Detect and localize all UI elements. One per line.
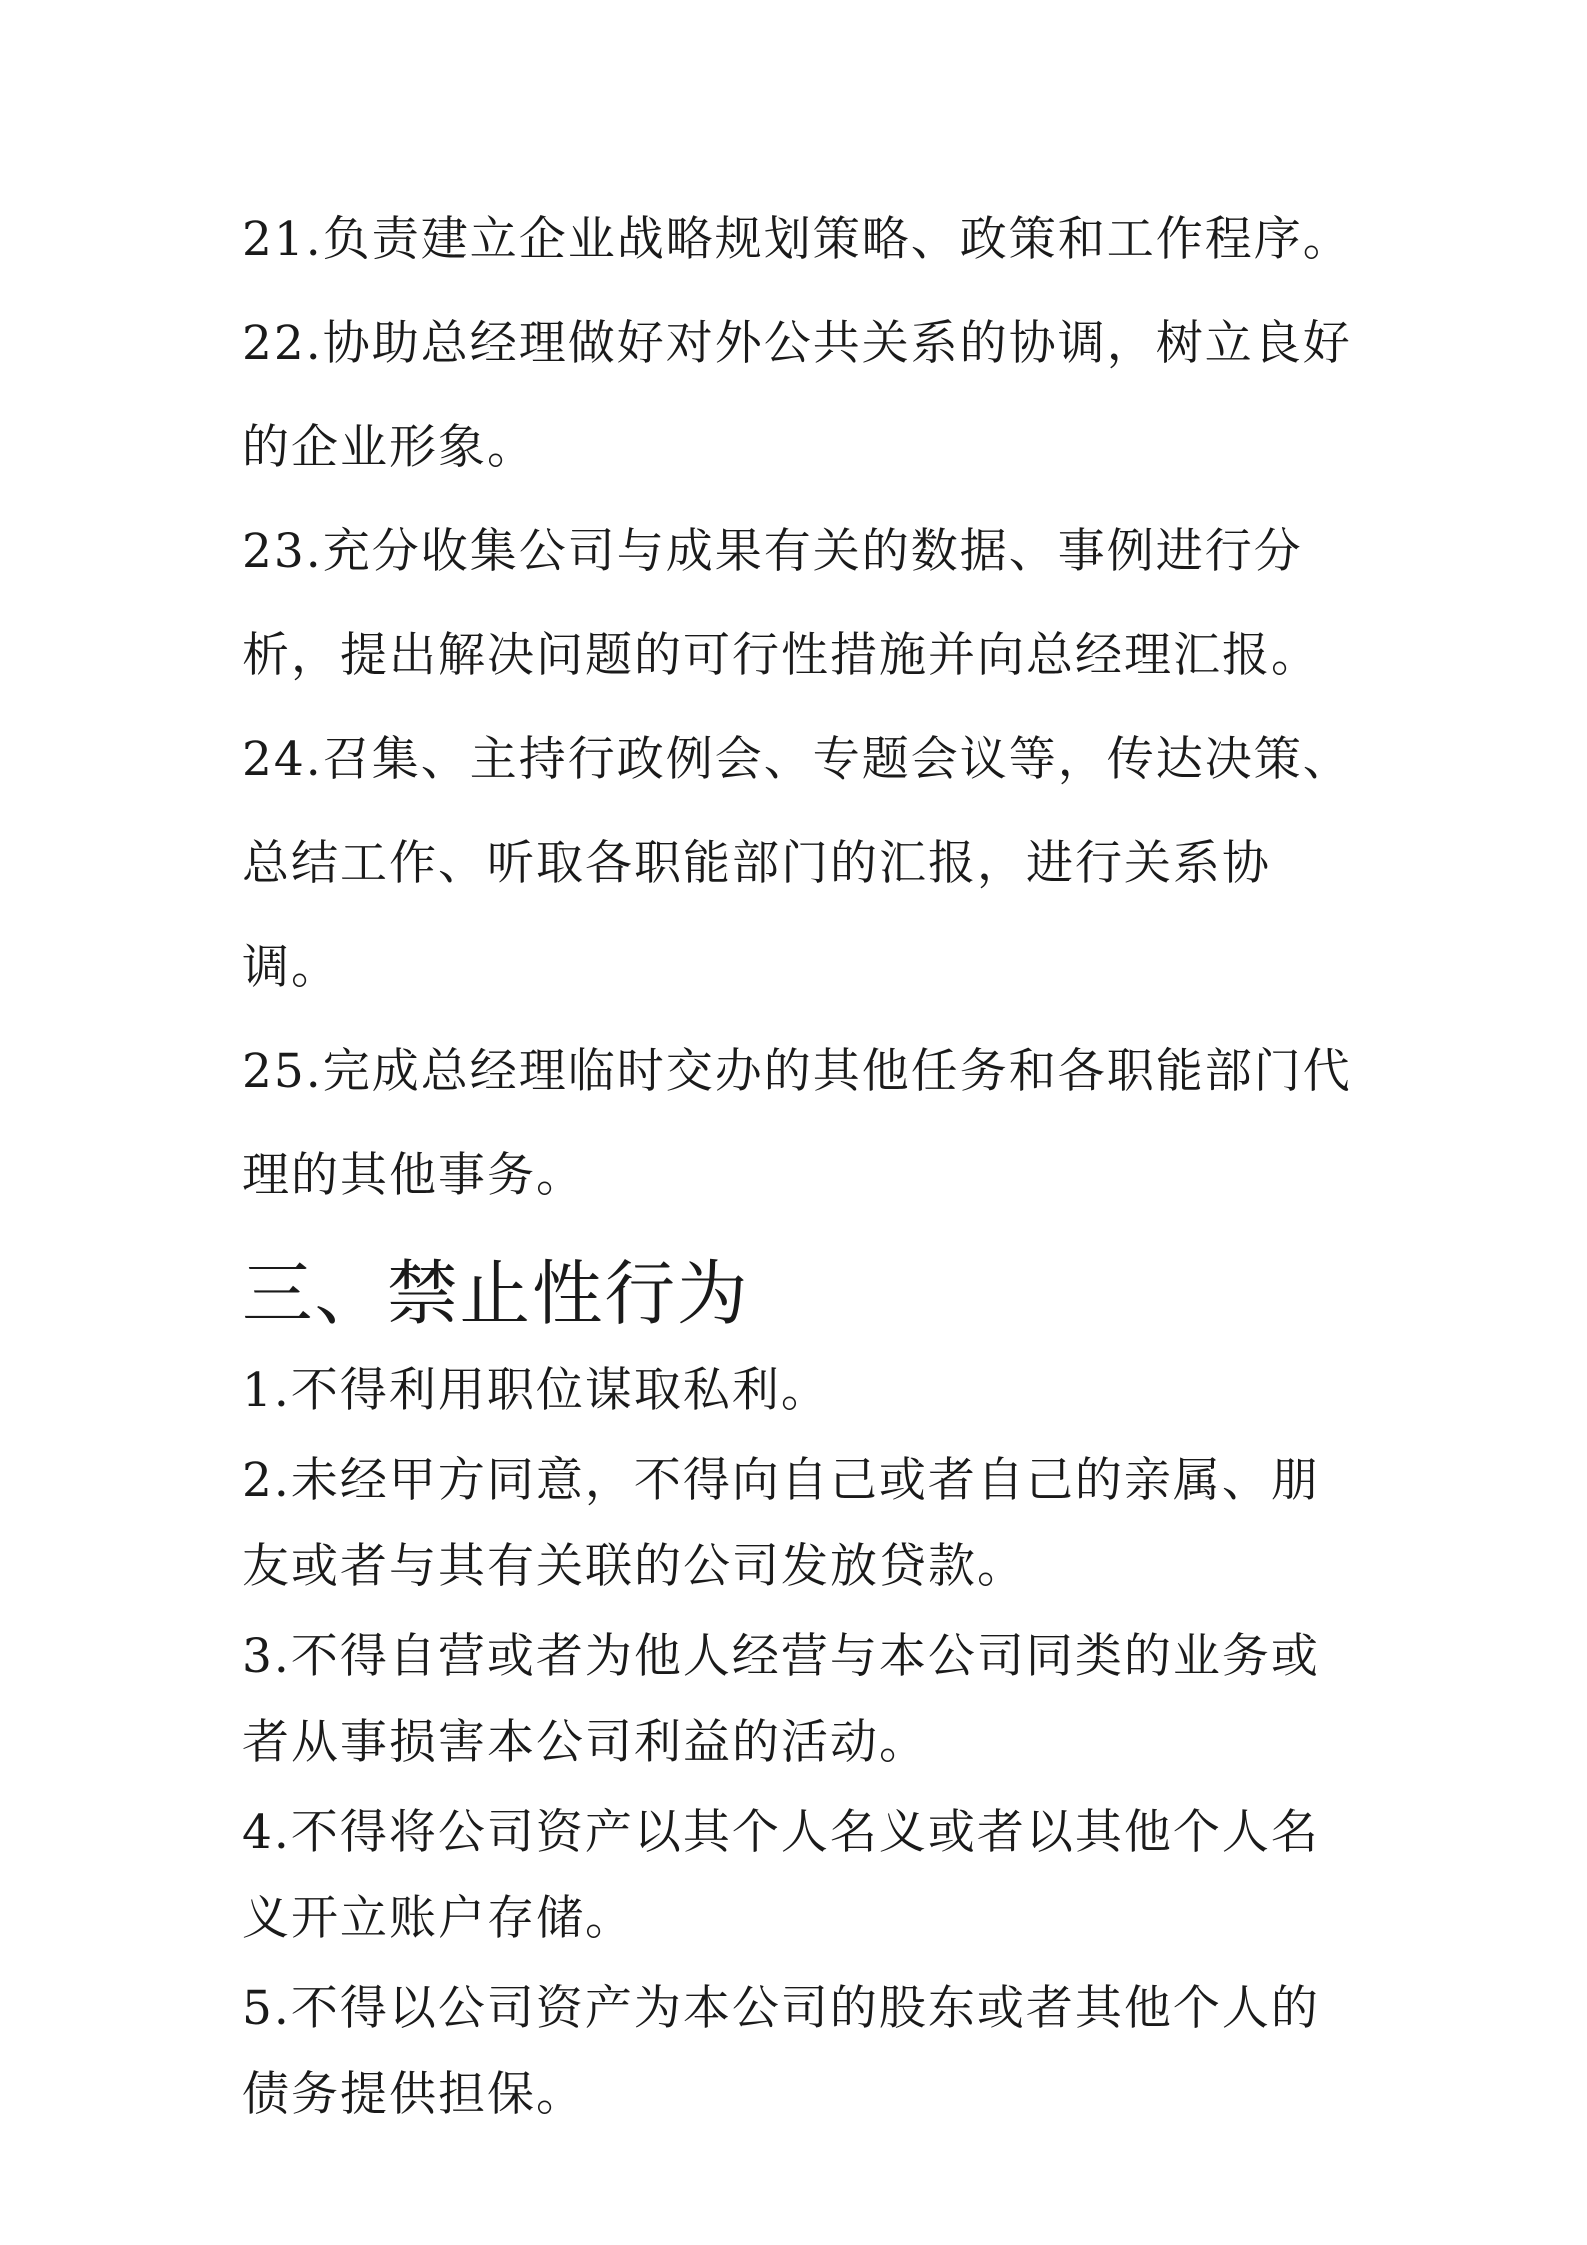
- prohibited-item-4: 4.不得将公司资产以其个人名义或者以其他个人名义开立账户存储。: [242, 1805, 1320, 1946]
- document-body: [242, 188, 1352, 2138]
- prohibited-item-5: 5.不得以公司资产为本公司的股东或者其他个人的债务提供担保。: [242, 1981, 1320, 2122]
- duty-item-23: 23.充分收集公司与成果有关的数据、事例进行分析，提出解决问题的可行性措施并向总经理汇报。: [242, 524, 1320, 683]
- prohibited-item-2: 2.未经甲方同意，不得向自己或者自己的亲属、朋友或者与其有关联的公司发放贷款。: [242, 1453, 1320, 1594]
- prohibited-item-1: 1.不得利用职位谋取私利。: [242, 1363, 830, 1418]
- duty-item-25: 25.完成总经理临时交办的其他任务和各职能部门代理的其他事务。: [242, 1044, 1352, 1203]
- duty-item-24: 24.召集、主持行政例会、专题会议等，传达决策、总结工作、听取各职能部门的汇报，进行关系协调。: [242, 732, 1352, 995]
- section-heading-prohibited: 三、禁止性行为: [242, 1253, 750, 1335]
- prohibited-item-3: 3.不得自营或者为他人经营与本公司同类的业务或者从事损害本公司利益的活动。: [242, 1629, 1320, 1770]
- duty-item-22: 22.协助总经理做好对外公共关系的协调，树立良好的企业形象。: [242, 316, 1352, 475]
- duty-item-21: 21.负责建立企业战略规划策略、政策和工作程序。: [242, 212, 1352, 267]
